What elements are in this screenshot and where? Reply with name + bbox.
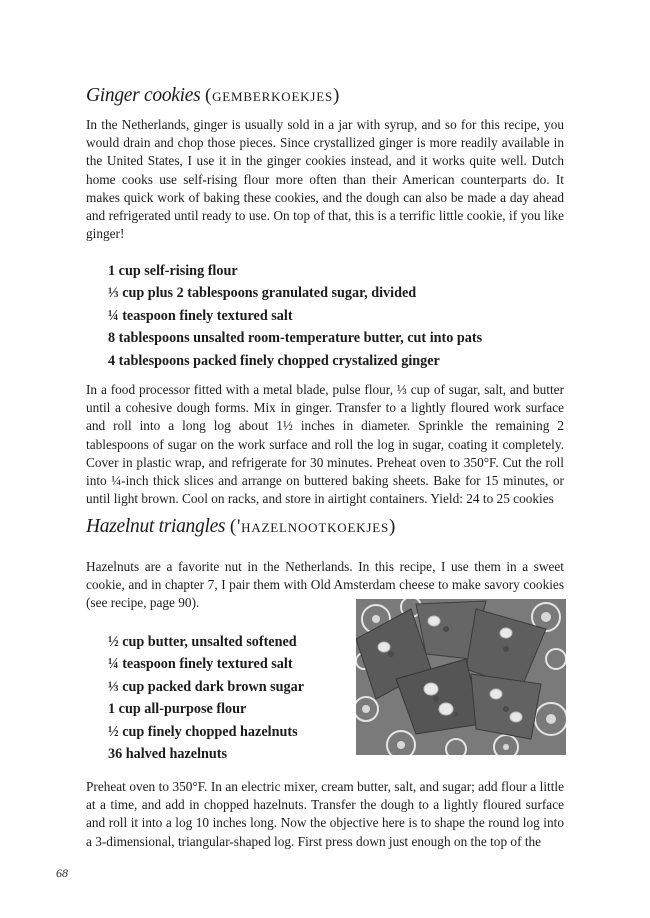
recipe-title-dutch: ('hazelnootkoekjes) <box>229 516 397 537</box>
recipe-title-english: Hazelnut triangles <box>86 516 226 537</box>
recipe-title-dutch: (gemberkoekjes) <box>204 85 341 106</box>
ingredient-list <box>108 631 304 765</box>
recipe-intro-paragraph: In the Netherlands, ginger is usually sold in a jar with syrup, and so for this recipe, you would drain and chop those pieces. Since crystallized ginger is more readily available in the United States, I use it in the ginger cookies instead, and it works quite well. Dutch home cooks use self-rising flour more often than their American counterparts do. It makes quick work of baking these cookies, and the dough can also be made a day ahead and refrigerated until ready to use. On top of that, this is a terrific little cookie, if you like ginger! <box>86 117 564 242</box>
ingredient-item: 1 cup self-rising flour <box>108 263 238 279</box>
ingredient-item: ½ cup butter, unsalted softened <box>108 634 297 650</box>
ingredient-item: ¼ teaspoon finely textured salt <box>108 307 293 324</box>
ingredient-item: ⅓ cup packed dark brown sugar <box>108 678 305 695</box>
ingredient-item: ½ cup finely chopped hazelnuts <box>108 723 298 740</box>
recipe-method-paragraph: In a food processor fitted with a metal blade, pulse flour, ⅓ cup of sugar, salt, and butter until a cohesive dough forms. Mix in ginger. Transfer to a lightly floured work surface and roll into a long log about 1½ inches in diameter. Sprinkle the remaining 2 tablespoons of sugar on the work surface and roll the log in sugar, coating it completely. Cover in plastic wrap, and refrigerate for 30 minutes. Preheat oven to 350°F. Cut the roll into ¼-inch thick slices and arrange on buttered baking sheets. Bake for 15 minutes, or until light brown. Cool on racks, and store in airtight containers. Yield: 24 to 25 cookies <box>86 382 564 507</box>
ingredient-item: ⅓ cup plus 2 tablespoons granulated sugar, divided <box>108 285 417 302</box>
recipe-title-ginger-cookies <box>86 85 340 107</box>
recipe-title-hazelnut-triangles <box>86 516 396 538</box>
ingredient-item: 36 halved hazelnuts <box>108 746 228 763</box>
recipe-method-paragraph: Preheat oven to 350°F. In an electric mixer, cream butter, salt, and sugar; add flour a little at a time, and add in chopped hazelnuts. Transfer the dough to a lightly floured surface and roll it into a log 10 inches long. Now the objective here is to shape the round log into a 3-dimensional, triangular-shaped log. First press down just enough on the top of the <box>86 779 564 849</box>
ingredient-item: 8 tablespoons unsalted room-temperature butter, cut into pats <box>108 330 483 347</box>
page-number: 68 <box>56 866 68 880</box>
recipe-title-english: Ginger cookies <box>86 85 201 106</box>
ingredient-item: ¼ teaspoon finely textured salt <box>108 656 293 673</box>
recipe-intro-paragraph: Hazelnuts are a favorite nut in the Netherlands. In this recipe, I use them in a sweet cookie, and in chapter 7, I pair them with Old Amsterdam cheese to make savory cookies (see recipe, page 90). <box>86 559 564 611</box>
ingredient-item: 4 tablespoons packed finely chopped crystalized ginger <box>108 352 440 369</box>
ingredient-list <box>108 260 482 372</box>
hazelnut-cookies-photo <box>356 599 566 755</box>
ingredient-item: 1 cup all-purpose flour <box>108 701 247 718</box>
